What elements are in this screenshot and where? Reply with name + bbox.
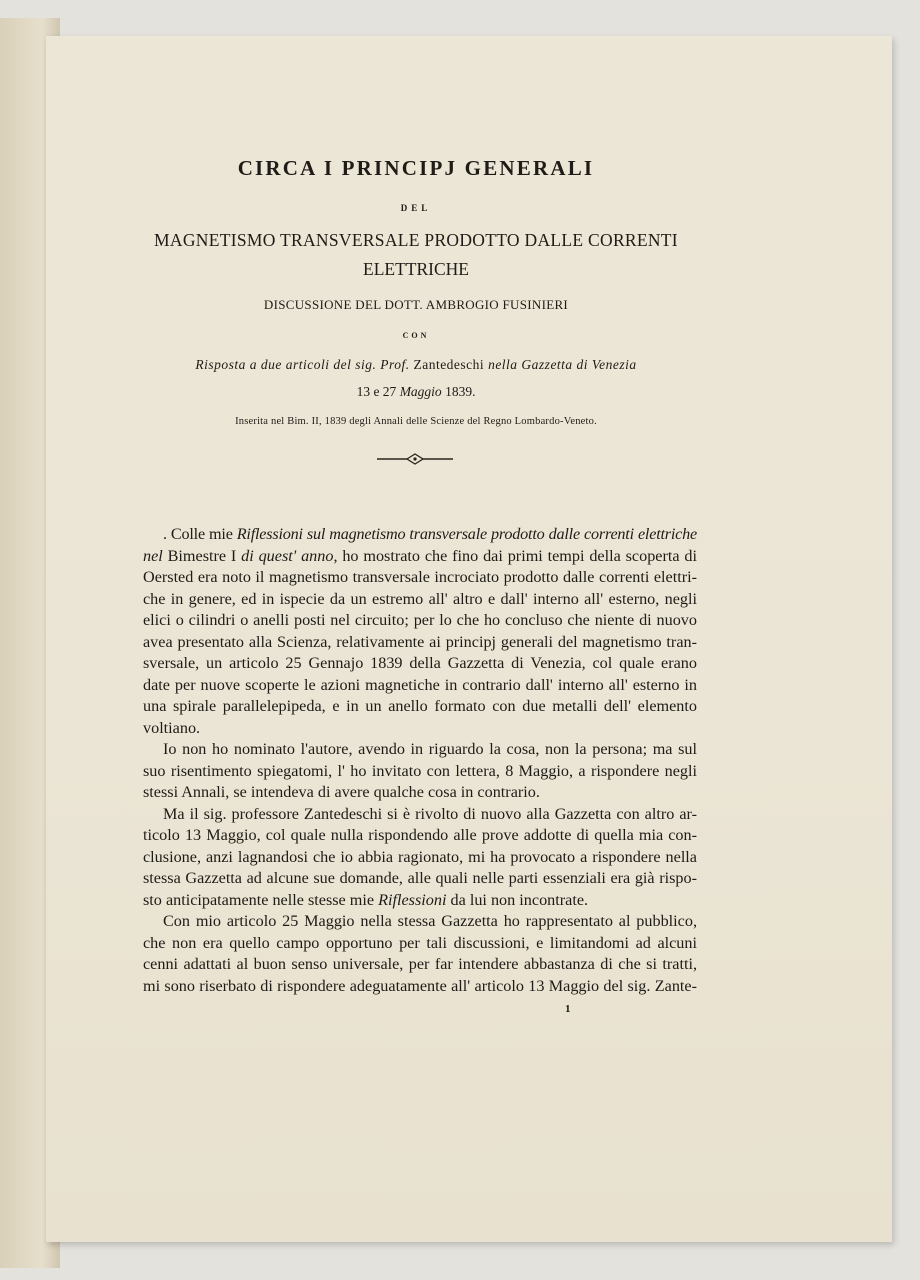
text-line: [143, 804, 697, 826]
text-line: [143, 933, 697, 955]
text-line: [143, 524, 697, 546]
text-line: [143, 718, 697, 740]
text-run: voltiano.: [143, 718, 201, 737]
text-run: che non era quello campo opportuno per tali discussioni, e limitandomi ad alcuni: [143, 933, 697, 952]
text-run: Oersted era noto il magnetismo transversale incrociato prodotto dalle correnti elettri-: [143, 568, 697, 586]
text-run: sversale, un articolo 25 Gennajo 1839 della Gazzetta di Venezia, col quale erano: [143, 654, 697, 672]
text-line: [143, 567, 697, 589]
text-run: una spirale parallelepipeda, e in un anello formato con due metalli dell' elemento: [143, 697, 697, 715]
date-line: [0, 383, 839, 401]
italic-text: di quest' anno: [241, 546, 334, 565]
subtitle-line-2: ELETTRICHE: [363, 259, 469, 279]
text-line: [143, 911, 697, 933]
text-run: Io non ho nominato l'autore, avendo in riguardo la cosa, non la persona; ma sul: [163, 740, 697, 758]
author-line: DISCUSSIONE DEL DOTT. AMBROGIO FUSINIERI: [263, 297, 569, 312]
text-line: [143, 825, 697, 847]
text-line: [143, 954, 697, 976]
text-line: [143, 739, 697, 761]
text-run: stessi Annali, se intendeva di avere qualche cosa in contrario.: [143, 783, 540, 801]
italic-text: Riflessioni: [378, 890, 447, 909]
text-run: Ma il sig. professore Zantedeschi si è rivolto di nuovo alla Gazzetta con altro ar-: [163, 804, 697, 823]
text-run: . Colle mie: [163, 525, 237, 543]
text-run: avea presentato alla Scienza, relativamente ai principj generali del magnetismo tran-: [143, 632, 697, 651]
title-connector-del: DEL: [400, 203, 432, 213]
text-line: [143, 546, 697, 568]
text-run: elici o cilindri o anelli posti nel circuito; per lo che ho concluso che niente di nuovo: [143, 611, 697, 629]
text-line: [143, 610, 697, 632]
text-run: sto anticipatamente nelle stesse mie: [143, 890, 379, 909]
page-title: CIRCA I PRINCIPJ GENERALI: [237, 156, 595, 180]
page-number: 1: [565, 1003, 571, 1015]
text-line: [143, 653, 697, 675]
ornament-divider-icon: [377, 453, 453, 465]
text-run: clusione, anzi lagnandosi che io abbia ragionato, mi ha provocato a rispondere nella: [143, 847, 697, 866]
body-text: [143, 524, 697, 997]
italic-text: nella Gazzetta di Venezia: [488, 357, 637, 372]
text-line: [143, 696, 697, 718]
italic-text: Riflessioni sul magnetismo transversale prodotto dalle correnti elettriche: [236, 525, 697, 543]
italic-text: Risposta a due articoli del sig. Prof.: [195, 357, 414, 372]
text-run: cenni adattati al buon senso universale, per far intendere abbastanza di che si tratti,: [143, 955, 697, 973]
italic-text: Maggio: [399, 384, 442, 399]
publication-note: Inserita nel Bim. II, 1839 degli Annali delle Scienze del Regno Lombardo-Veneto.: [235, 416, 597, 427]
text-line: [143, 761, 697, 783]
text-run: Zantedeschi: [413, 357, 489, 372]
text-line: [143, 868, 697, 890]
text-run: Bimestre I: [162, 546, 242, 565]
italic-text: nel: [143, 546, 163, 565]
response-line: [0, 356, 839, 374]
text-line: [143, 632, 697, 654]
text-run: date per nuove scoperte le azioni magnetiche in contrario dall' interno all' esterno in: [143, 675, 697, 694]
text-line: [143, 976, 697, 998]
text-run: ticolo 13 Maggio, col quale nulla rispondendo alle prove addotte di quella mia con-: [143, 826, 697, 844]
text-line: [143, 847, 697, 869]
text-run: 1839.: [441, 384, 476, 399]
text-run: stessa Gazzetta ad alcune sue domande, alle quali nelle parti essenziali era già rispo-: [143, 869, 697, 887]
text-run: da lui non incontrate.: [446, 890, 589, 909]
text-line: [143, 675, 697, 697]
text-line: [143, 589, 697, 611]
text-run: che in genere, ed in ispecie da un estremo all' altro e dall' interno all' esterno, negli: [143, 589, 697, 608]
text-line: [143, 782, 697, 804]
text-run: , ho mostrato che fino dai primi tempi della scoperta di: [333, 546, 697, 565]
text-line: [143, 890, 697, 912]
text-run: 13 e 27: [356, 384, 400, 399]
text-run: Con mio articolo 25 Maggio nella stessa Gazzetta ho rappresentato al pubblico,: [163, 912, 697, 930]
subtitle-line-1: MAGNETISMO TRANSVERSALE PRODOTTO DALLE CORRENTI: [154, 230, 678, 250]
title-connector-con: CON: [402, 331, 430, 340]
document-page: [46, 36, 892, 1242]
text-run: mi sono riserbato di rispondere adeguatamente all' articolo 13 Maggio del sig. Zante-: [143, 976, 697, 995]
text-run: suo risentimento spiegatomi, l' ho invitato con lettera, 8 Maggio, a rispondere negli: [143, 761, 697, 780]
